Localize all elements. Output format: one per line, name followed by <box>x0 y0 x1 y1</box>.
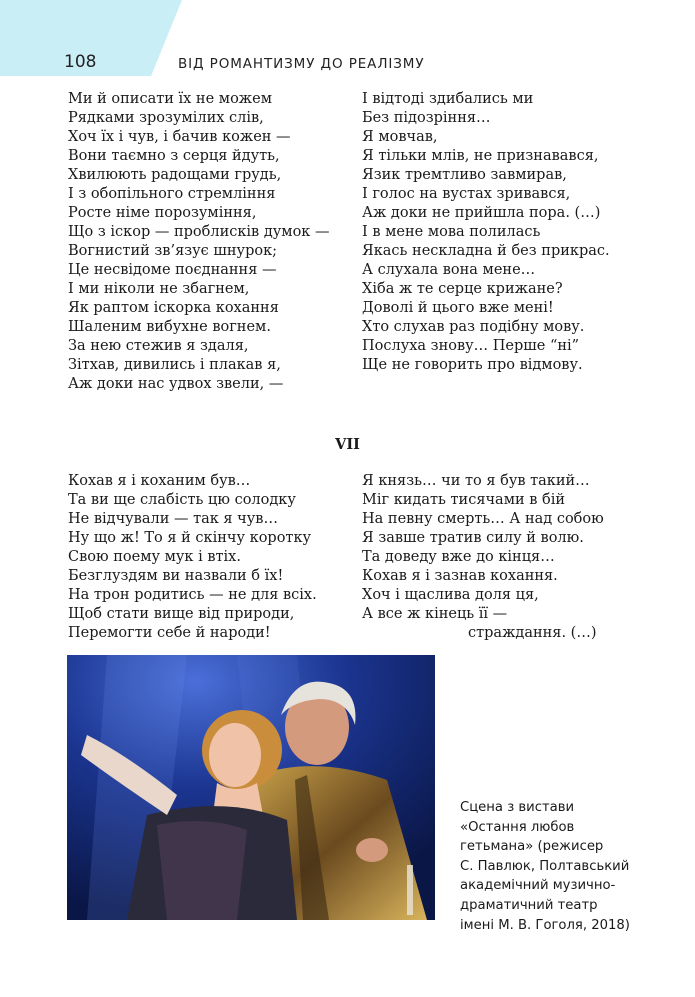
poem-line: Кохав я і коханим був… <box>68 473 251 489</box>
poem-line: Ми й описати їх не можем <box>68 91 272 107</box>
poem-line: Безглуздям ви назвали б їх! <box>68 568 284 584</box>
poem-line: І ми ніколи не збагнем, <box>68 281 250 297</box>
poem-line: Ще не говорить про відмову. <box>362 357 583 373</box>
caption-line: С. Павлюк, Полтавський <box>460 858 630 874</box>
poem-line: Я князь… чи то я був такий… <box>362 473 590 489</box>
poem-line: Вогнистий зв’язує шнурок; <box>68 243 278 259</box>
poem-line: Я тільки млів, не признавався, <box>362 148 599 164</box>
poem-line: На трон родитись — не для всіх. <box>68 587 317 603</box>
poem-line: Щоб стати вище від природи, <box>68 606 295 622</box>
poem-line: Ну що ж! То я й скінчу коротку <box>68 530 312 546</box>
stanza-1-right-column <box>362 90 610 375</box>
poem-line: Хоч їх і чув, і бачив кожен — <box>68 129 291 145</box>
poem-line: А слухала вона мене… <box>362 262 536 278</box>
poem-line: Кохав я і зазнав кохання. <box>362 568 558 584</box>
poem-line: І голос на вустах зривався, <box>362 186 571 202</box>
poem-line: Вони таємно з серця йдуть, <box>68 148 280 164</box>
poem-line: Без підозріння… <box>362 110 491 126</box>
poem-line: Хоч і щаслива доля ця, <box>362 587 539 603</box>
running-head: ВІД РОМАНТИЗМУ ДО РЕАЛІЗМУ <box>178 56 425 72</box>
caption-line: драматичний театр <box>460 897 598 913</box>
poem-line: Та доведу вже до кінця… <box>362 549 555 565</box>
poem-line: Язик тремтливо завмирав, <box>362 167 567 183</box>
poem-line-indented: страждання. (…) <box>468 625 597 641</box>
poem-line: Це несвідоме поєднання — <box>68 262 277 278</box>
poem-line: Хто слухав раз подібну мову. <box>362 319 585 335</box>
poem-line: Я мовчав, <box>362 129 438 145</box>
poem-line: За нею стежив я здаля, <box>68 338 249 354</box>
stanza-2-left-column <box>68 472 317 643</box>
poem-line: А все ж кінець її — <box>362 606 508 622</box>
caption-line: гетьмана» (режисер <box>460 839 604 855</box>
poem-line: Росте німе порозуміння, <box>68 205 257 221</box>
poem-line: Шаленим вибухне вогнем. <box>68 319 271 335</box>
poem-line: Якась нескладна й без прикрас. <box>362 243 610 259</box>
poem-line: Зітхав, дивились і плакав я, <box>68 357 281 373</box>
caption-line: Сцена з вистави <box>460 800 575 815</box>
poem-line: Я завше тратив силу й волю. <box>362 530 584 546</box>
poem-line: Міг кидать тисячами в бій <box>362 492 566 508</box>
caption-line: «Остання любов <box>460 819 575 835</box>
poem-line: Послуха знову… Перше “ні” <box>362 338 580 354</box>
stanza-1-left-column <box>68 90 329 394</box>
poem-line: І з обопільного стремління <box>68 186 276 202</box>
poem-line: Хвилюють радощами грудь, <box>68 167 282 183</box>
poem-line: Доволі й цього вже мені! <box>362 300 554 316</box>
stanza-2-right-column <box>362 472 604 643</box>
page-number: 108 <box>64 52 97 72</box>
poem-line: Як раптом іскорка кохання <box>68 300 279 316</box>
poem-line: І відтоді здибались ми <box>362 91 534 107</box>
caption-line: академічний музично- <box>460 878 616 894</box>
poem-line: І в мене мова полилась <box>362 224 541 240</box>
poem-line: Що з іскор — проблисків думок — <box>68 224 330 240</box>
poem-line: Не відчували — так я чув… <box>68 511 278 527</box>
poem-line: На певну смерть… А над собою <box>362 511 604 527</box>
poem-line: Хіба ж те серце крижане? <box>362 281 563 297</box>
caption-line: імені М. В. Гоголя, 2018) <box>460 917 630 933</box>
poem-line: Аж доки не прийшла пора. (…) <box>362 205 601 221</box>
poem-line: Аж доки нас удвох звели, — <box>68 376 284 392</box>
photo-caption <box>460 798 660 935</box>
poem-line: Перемогти себе й народи! <box>68 625 271 641</box>
poem-line: Та ви ще слабість цю солодку <box>68 492 296 508</box>
poem-line: Свою поему мук і втіх. <box>68 549 241 565</box>
section-number: VII <box>335 436 360 453</box>
poem-line: Рядками зрозумілих слів, <box>68 110 264 126</box>
theatre-scene-photo <box>67 655 435 920</box>
